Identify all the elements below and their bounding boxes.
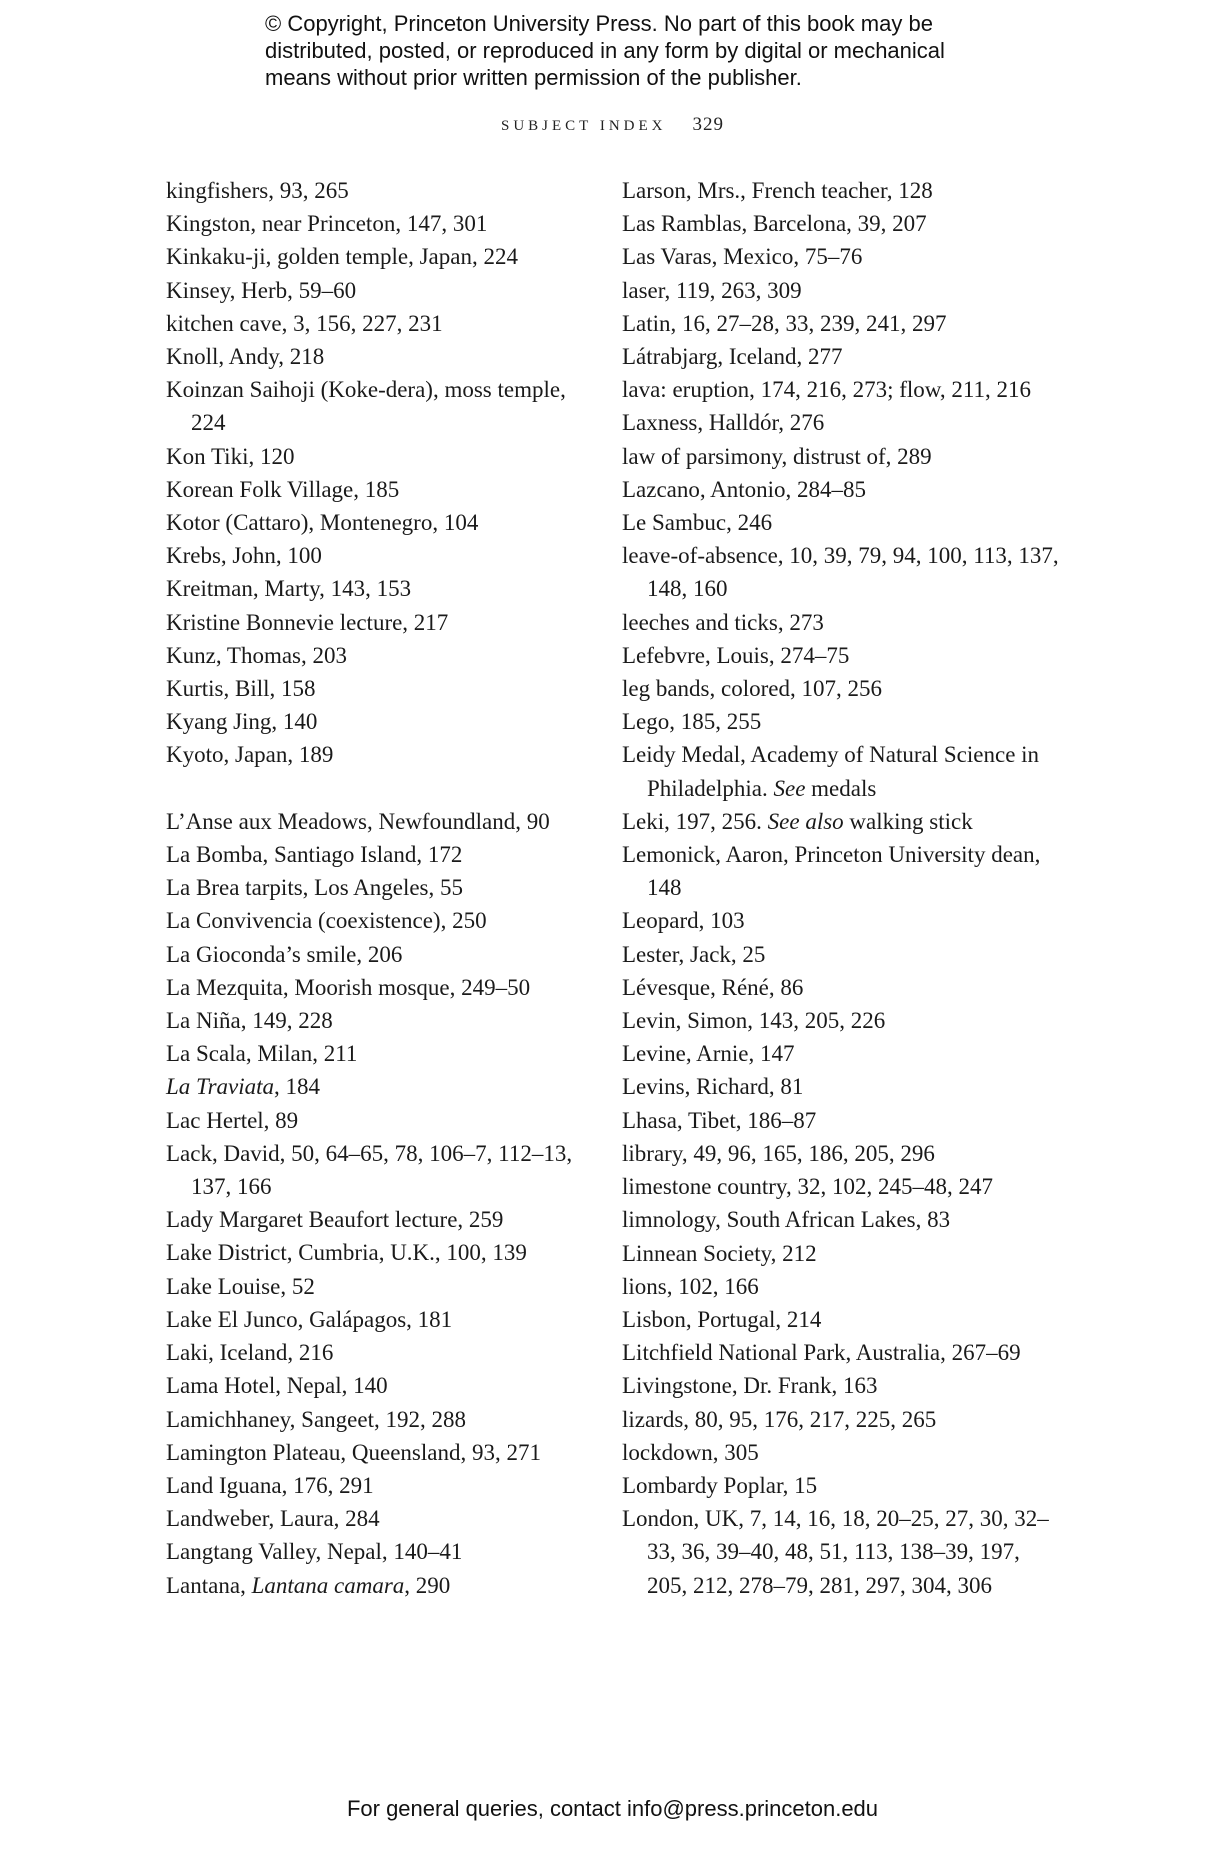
index-group-k (166, 174, 596, 772)
index-entry: leg bands, colored, 107, 256 (622, 676, 882, 702)
index-entry: Lemonick, Aaron, Princeton University dean, 148 (622, 842, 1041, 901)
index-entry: Lazcano, Antonio, 284–85 (622, 476, 867, 502)
index-entry: Látrabjarg, Iceland, 277 (622, 344, 843, 370)
footer-contact: For general queries, contact info@press.princeton.edu (346, 1796, 879, 1821)
index-entry: Krebs, John, 100 (166, 543, 322, 569)
entry-text: Leidy Medal, Academy of Natural Science in Philadelphia. (622, 742, 1040, 801)
copyright-line: distributed, posted, or reproduced in any form by digital or mechanical (265, 38, 945, 63)
index-entry: Kreitman, Marty, 143, 153 (166, 576, 412, 602)
index-entry: Landweber, Laura, 284 (166, 1506, 380, 1532)
index-entry: Kunz, Thomas, 203 (166, 642, 348, 668)
index-entry: Kinsey, Herb, 59–60 (166, 277, 357, 303)
index-entry: Le Sambuc, 246 (622, 510, 773, 536)
index-entry: library, 49, 96, 165, 186, 205, 296 (622, 1140, 935, 1166)
entry-head: Lantana, (166, 1572, 252, 1598)
index-entry: lava: eruption, 174, 216, 273; flow, 211, 216 (622, 377, 1032, 403)
index-entry: Levine, Arnie, 147 (622, 1041, 795, 1067)
index-entry: Knoll, Andy, 218 (166, 344, 325, 370)
index-entry: Linnean Society, 212 (622, 1240, 817, 1266)
index-entry: La Scala, Milan, 211 (166, 1041, 358, 1067)
index-entry: Lama Hotel, Nepal, 140 (166, 1373, 388, 1399)
index-entry: Lake Louise, 52 (166, 1273, 315, 1299)
index-entry-traviata (166, 1070, 596, 1103)
index-entry: Lamington Plateau, Queensland, 93, 271 (166, 1439, 541, 1465)
index-entry: Korean Folk Village, 185 (166, 476, 400, 502)
index-entry: Lake District, Cumbria, U.K., 100, 139 (166, 1240, 527, 1266)
copyright-line: © Copyright, Princeton University Press. No part of this book may be (265, 11, 933, 36)
see-target: medals (805, 775, 877, 801)
index-entry: lizards, 80, 95, 176, 217, 225, 265 (622, 1406, 937, 1432)
index-entry: L’Anse aux Meadows, Newfoundland, 90 (166, 808, 550, 834)
index-entry: La Bomba, Santiago Island, 172 (166, 842, 463, 868)
index-entry: Kon Tiki, 120 (166, 443, 295, 469)
index-entry: Kyang Jing, 140 (166, 709, 318, 735)
index-entry-leidy (622, 738, 1062, 804)
index-entry: Kinkaku-ji, golden temple, Japan, 224 (166, 244, 518, 270)
index-entry: lockdown, 305 (622, 1439, 759, 1465)
index-entry: La Gioconda’s smile, 206 (166, 941, 403, 967)
index-entry: Levins, Richard, 81 (622, 1074, 804, 1100)
index-entry: Lombardy Poplar, 15 (622, 1472, 818, 1498)
entry-text: Leki, 197, 256. (622, 808, 768, 834)
index-entry: kitchen cave, 3, 156, 227, 231 (166, 310, 443, 336)
index-entry: Lisbon, Portugal, 214 (622, 1306, 822, 1332)
index-entry: Lac Hertel, 89 (166, 1107, 299, 1133)
index-entry: Kristine Bonnevie lecture, 217 (166, 609, 449, 635)
index-entry: Laxness, Halldór, 276 (622, 410, 825, 436)
index-entry: London, UK, 7, 14, 16, 18, 20–25, 27, 30, 32–33, 36, 39–40, 48, 51, 113, 138–39, 197, 205, 212, 278–79, 281, 297, 304, 306 (622, 1506, 1049, 1598)
index-entry: La Niña, 149, 228 (166, 1008, 333, 1034)
index-entry: Land Iguana, 176, 291 (166, 1472, 374, 1498)
index-entry: La Convivencia (coexistence), 250 (166, 908, 487, 934)
index-entry: Laki, Iceland, 216 (166, 1340, 334, 1366)
index-entry: Las Varas, Mexico, 75–76 (622, 244, 863, 270)
index-entry: Lego, 185, 255 (622, 709, 762, 735)
section-gap (166, 772, 596, 805)
index-column-right (622, 174, 1062, 1602)
index-entry: La Brea tarpits, Los Angeles, 55 (166, 875, 464, 901)
index-entry: Lefebvre, Louis, 274–75 (622, 642, 850, 668)
index-entry: Larson, Mrs., French teacher, 128 (622, 178, 933, 203)
index-entry: limnology, South African Lakes, 83 (622, 1207, 951, 1233)
italic-title: La Traviata (166, 1074, 275, 1100)
index-entry: Koinzan Saihoji (Koke-dera), moss temple, 224 (166, 377, 566, 436)
index-entry: Leopard, 103 (622, 908, 745, 934)
index-entry: Langtang Valley, Nepal, 140–41 (166, 1539, 463, 1565)
index-entry: Las Ramblas, Barcelona, 39, 207 (622, 211, 927, 237)
see-reference: See (773, 775, 806, 801)
index-entry: Kotor (Cattaro), Montenegro, 104 (166, 510, 479, 536)
index-group-l (166, 805, 596, 1602)
index-entry: Litchfield National Park, Australia, 267–69 (622, 1340, 1021, 1366)
index-entry: limestone country, 32, 102, 245–48, 247 (622, 1174, 993, 1200)
index-entry: Kurtis, Bill, 158 (166, 676, 316, 702)
page-refs: , 184 (274, 1074, 321, 1100)
index-entry: Lester, Jack, 25 (622, 941, 766, 967)
running-head (0, 114, 1225, 136)
index-entry: Lévesque, Réné, 86 (622, 974, 804, 1000)
see-also-reference: See also (767, 808, 844, 834)
index-column-left (166, 174, 596, 1602)
index-entry: Kyoto, Japan, 189 (166, 742, 334, 768)
index-entry: Lack, David, 50, 64–65, 78, 106–7, 112–13, 137, 166 (166, 1140, 573, 1200)
index-entry-leki (622, 805, 1062, 838)
index-entry: Lhasa, Tibet, 186–87 (622, 1107, 817, 1133)
index-entry: Lamichhaney, Sangeet, 192, 288 (166, 1406, 466, 1432)
copyright-notice (265, 10, 1025, 91)
index-entry: Latin, 16, 27–28, 33, 239, 241, 297 (622, 310, 947, 336)
page-number: 329 (692, 114, 724, 135)
index-entry: Lady Margaret Beaufort lecture, 259 (166, 1207, 504, 1233)
italic-species: Lantana camara (251, 1572, 405, 1598)
index-entry: kingfishers, 93, 265 (166, 178, 349, 203)
index-entry: leave-of-absence, 10, 39, 79, 94, 100, 113, 137, 148, 160 (622, 543, 1059, 602)
page-refs: , 290 (404, 1572, 451, 1598)
index-entry: law of parsimony, distrust of, 289 (622, 443, 932, 469)
copyright-line: means without prior written permission of the publisher. (265, 65, 802, 90)
running-head-title: SUBJECT INDEX (501, 118, 667, 134)
index-entry: La Mezquita, Moorish mosque, 249–50 (166, 974, 531, 1000)
index-entry: laser, 119, 263, 309 (622, 277, 802, 303)
index-entry: Kingston, near Princeton, 147, 301 (166, 211, 488, 237)
index-entry: lions, 102, 166 (622, 1273, 759, 1299)
index-entry: Livingstone, Dr. Frank, 163 (622, 1373, 878, 1399)
index-entry-lantana (166, 1569, 596, 1602)
index-entry: leeches and ticks, 273 (622, 609, 824, 635)
index-entry: Levin, Simon, 143, 205, 226 (622, 1008, 886, 1034)
see-target: walking stick (843, 808, 973, 834)
index-entry: Lake El Junco, Galápagos, 181 (166, 1306, 453, 1332)
